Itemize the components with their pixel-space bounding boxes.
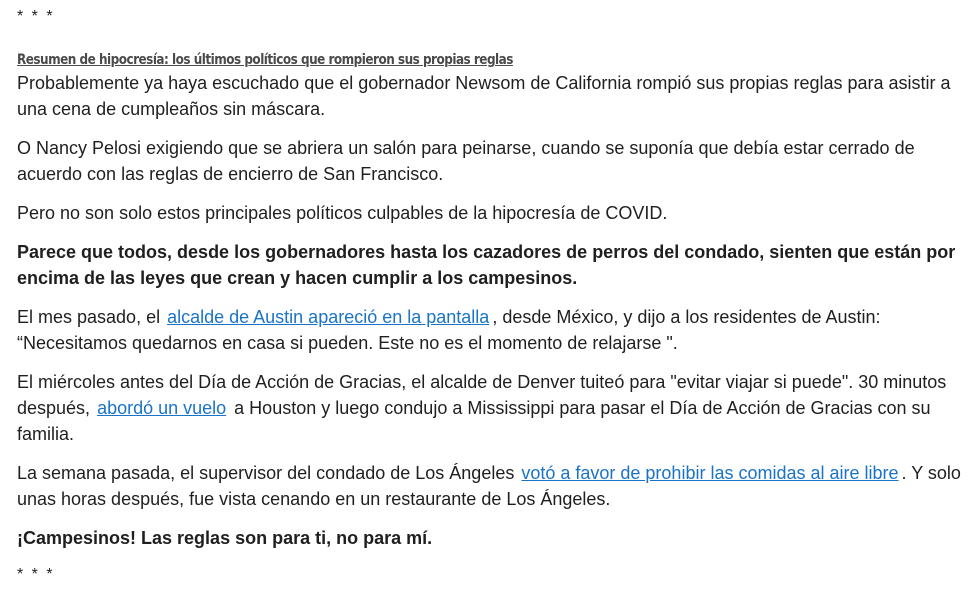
outdoor-dining-vote-link[interactable]: votó a favor de prohibir las comidas al aire libre [521,463,899,483]
paragraph-closing-statement: ¡Campesinos! Las reglas son para ti, no para mí. [17,528,433,548]
separator-top: * * * [17,8,55,25]
paragraph-pelosi: O Nancy Pelosi exigiendo que se abriera un salón para peinarse, cuando se suponía que debía estar cerrado de acuerdo con las reglas de encierro de San Francisco. [17,138,915,184]
paragraph-austin-text-before: El mes pasado, el [17,307,161,327]
paragraph-newsom: Probablemente ya haya escuchado que el gobernador Newsom de California rompió sus propias reglas para asistir a una cena de cumpleaños sin máscara. [17,73,951,119]
section-heading: Resumen de hipocresía: los últimos políticos que rompieron sus propias reglas [17,52,513,68]
paragraph-los-angeles [17,460,977,512]
paragraph-austin-text-after: , desde México, y dijo a los residentes de Austin: “Necesitamos quedarnos en casa si pueden. Este no es el momento de relajarse ". [17,307,881,353]
separator-bottom: * * * [17,566,55,583]
flight-link[interactable]: abordó un vuelo [97,398,227,418]
paragraph-la-text-before: La semana pasada, el supervisor del condado de Los Ángeles [17,463,515,483]
paragraph-covid-hypocrisy: Pero no son solo estos principales políticos culpables de la hipocresía de COVID. [17,203,668,223]
paragraph-la-text-after: . Y solo unas horas después, fue vista cenando en un restaurante de Los Ángeles. [17,463,961,509]
paragraph-denver-text-before: El miércoles antes del Día de Acción de Gracias, el alcalde de Denver tuiteó para "evitar viajar si puede". 30 minutos después, [17,372,947,418]
paragraph-austin [17,304,977,356]
paragraph-denver-text-after: a Houston y luego condujo a Mississippi para pasar el Día de Acción de Gracias con su familia. [17,398,931,444]
paragraph-bold-statement: Parece que todos, desde los gobernadores hasta los cazadores de perros del condado, sienten que están por encima de las leyes que crean y hacen cumplir a los campesinos. [17,242,956,288]
paragraph-denver [17,369,977,447]
austin-mayor-link[interactable]: alcalde de Austin apareció en la pantalla [167,307,490,327]
